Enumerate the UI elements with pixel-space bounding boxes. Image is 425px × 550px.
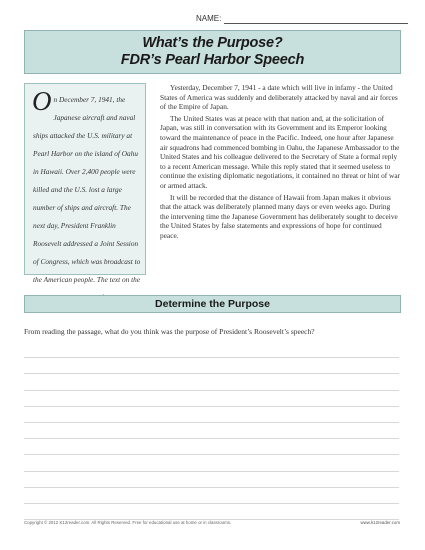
answer-line[interactable]	[24, 504, 399, 520]
answer-line[interactable]	[24, 391, 399, 407]
answer-line[interactable]	[24, 423, 399, 439]
name-label: NAME:	[196, 14, 222, 23]
answer-area[interactable]	[24, 342, 399, 520]
answer-line[interactable]	[24, 374, 399, 390]
answer-line[interactable]	[24, 488, 399, 504]
answer-line[interactable]	[24, 472, 399, 488]
speech-paragraph: Yesterday, December 7, 1941 - a date which will live in infamy - the United States of America was suddenly and deliberately attacked by naval and air forces of the Empire of Japan.	[160, 83, 398, 112]
footer-url[interactable]: www.k12reader.com	[360, 520, 400, 525]
answer-line[interactable]	[24, 439, 399, 455]
speech-paragraph: It will be recorded that the distance of Hawaii from Japan makes it obvious that the attack was deliberately planned many days or even weeks ago. During the intervening time the Japanese Government has deliberately sought to deceive the United States by false statements and expressions of hope for continued peace.	[160, 192, 398, 240]
name-field[interactable]	[196, 10, 408, 24]
purpose-heading: Determine the Purpose	[155, 298, 270, 310]
name-input-line[interactable]	[224, 14, 408, 24]
answer-line[interactable]	[24, 342, 399, 358]
title-line-2: FDR’s Pearl Harbor Speech	[120, 52, 305, 68]
purpose-heading-bar	[24, 295, 401, 313]
intro-text: n December 7, 1941, the Japanese aircraft and naval ships attacked the U.S. military at Pearl Harbor on the island of Oahu in Hawaii. Over 2,400 people were killed and the U.S. lost a large number of ships and aircraft. The next day, President Franklin Roosevelt addressed a Joint Session of Congress, which was broadcast to the American people. The text on the	[33, 95, 141, 284]
intro-dropcap: O	[32, 86, 52, 116]
intro-sidebar	[24, 83, 146, 284]
answer-line[interactable]	[24, 358, 399, 374]
answer-line[interactable]	[24, 455, 399, 471]
title-banner	[24, 30, 401, 74]
footer-copyright: Copyright © 2012 K12reader.com. All Rights Reserved. Free for educational use at home or in classrooms.	[24, 520, 232, 525]
answer-line[interactable]	[24, 407, 399, 423]
purpose-question: From reading the passage, what do you think was the purpose of President’s Roosevelt’s speech?	[24, 327, 315, 336]
speech-text	[160, 83, 401, 243]
footer	[24, 520, 400, 525]
title-line-1: What’s the Purpose?	[142, 35, 283, 51]
speech-paragraph: The United States was at peace with that nation and, at the solicitation of Japan, was still in conversation with its Government and its Emperor looking toward the maintenance of peace in the Pacific. Indeed, one hour after Japanese air squadrons had commenced bombing in Oahu, the Japanese Ambassador to the United States and his colleague delivered to the Secretary of State a formal reply to a recent American message. While this reply stated that it seemed useless to continue the existing diplomatic negotiations, it contained no threat or hint of war or armed attack.	[160, 113, 401, 190]
